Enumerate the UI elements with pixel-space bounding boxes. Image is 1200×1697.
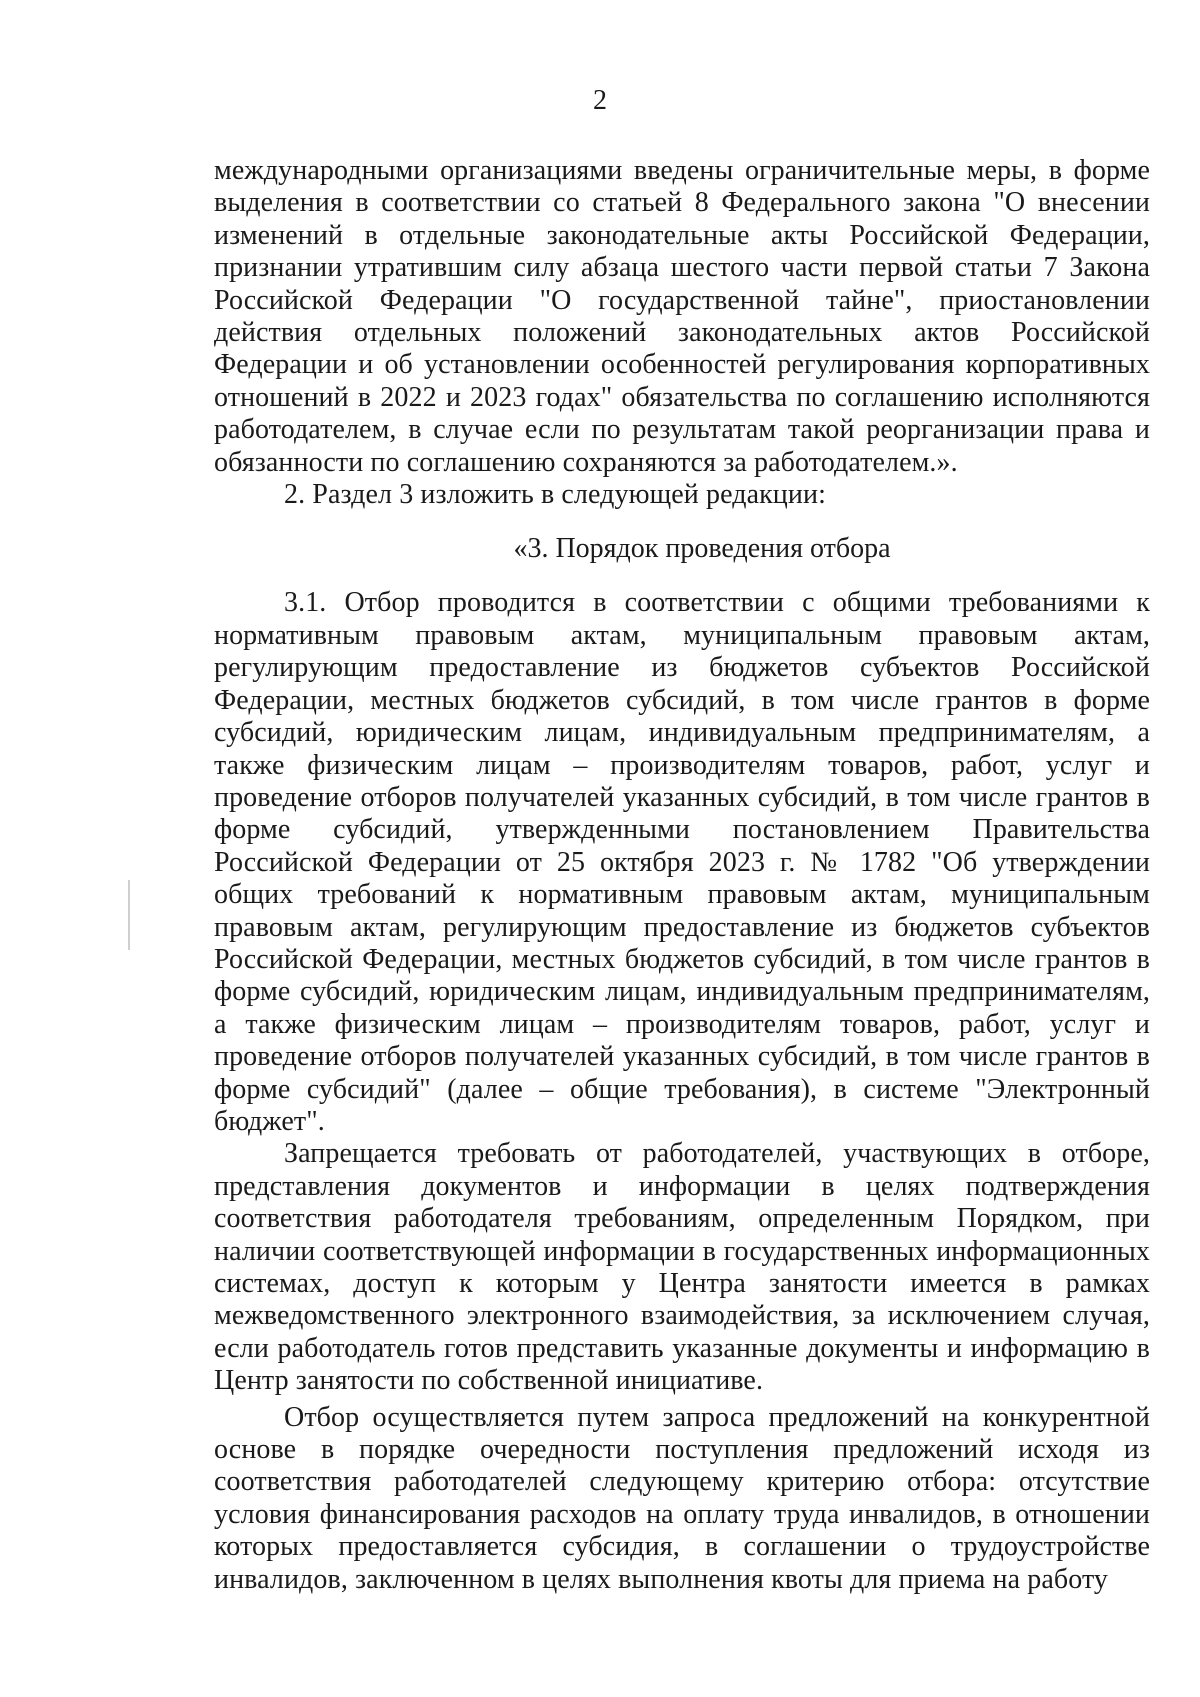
paragraph-3-1: 3.1. Отбор проводится в соответствии с общими требованиями к нормативным правовым актам, муниципальным правовым актам, регулирующим предоставление из бюджетов субъектов Российской Федерации, местных бюджетов субсидий, в том числе грантов в форме субсидий, юридическим лицам, индивидуальным предпринимателям, а также физическим лицам – производителям товаров, работ, услуг и проведение отборов получателей указанных субсидий, в том числе грантов в форме субсидий, утвержденными постановлением Правительства Российской Федерации от 25 октября 2023 г. № 1782 "Об утверждении общих требований к нормативным правовым актам, муниципальным правовым актам, регулирующим предоставление из бюджетов субъектов Российской Федерации, местных бюджетов субсидий, в том числе грантов в форме субсидий, юридическим лицам, индивидуальным предпринимателям, а также физическим лицам – производителям товаров, работ, услуг и проведение отборов получателей указанных субсидий, в том числе грантов в форме субсидий" (далее – общие требования), в системе "Электронный бюджет". <box>214 587 1150 1137</box>
paragraph-selection-criteria: Отбор осуществляется путем запроса предложений на конкурентной основе в порядке очередности поступления предложений исходя из соответствия работодателей следующему критерию отбора: отсутствие условия финансирования расходов на оплату труда инвалидов, в отношении которых предоставляется субсидия, в соглашении о трудоустройстве инвалидов, заключенном в целях выполнения квоты для приема на работу <box>214 1401 1150 1595</box>
section-heading: «3. Порядок проведения отбора <box>513 533 891 565</box>
document-body <box>214 155 1150 1596</box>
paragraph-item-2: 2. Раздел 3 изложить в следующей редакции: <box>284 479 826 511</box>
paragraph-continuation: международными организациями введены ограничительные меры, в форме выделения в соответствии со статьей 8 Федерального закона "О внесении изменений в отдельные законодательные акты Российской Федерации, признании утратившим силу абзаца шестого части первой статьи 7 Закона Российской Федерации "О государственной тайне", приостановлении действия отдельных положений законодательных актов Российской Федерации и об установлении особенностей регулирования корпоративных отношений в 2022 и 2023 годах" обязательства по соглашению исполняются работодателем, в случае если по результатам такой реорганизации права и обязанности по соглашению сохраняются за работодателем.». <box>214 155 1150 478</box>
scan-margin-mark <box>128 880 130 950</box>
paragraph-prohibition: Запрещается требовать от работодателей, участвующих в отборе, представления документов и информации в целях подтверждения соответствия работодателя требованиям, определенным Порядком, при наличии соответствующей информации в государственных информационных системах, доступ к которым у Центра занятости имеется в рамках межведомственного электронного взаимодействия, за исключением случая, если работодатель готов представить указанные документы и информацию в Центр занятости по собственной инициативе. <box>214 1138 1150 1397</box>
page-number: 2 <box>593 85 607 116</box>
